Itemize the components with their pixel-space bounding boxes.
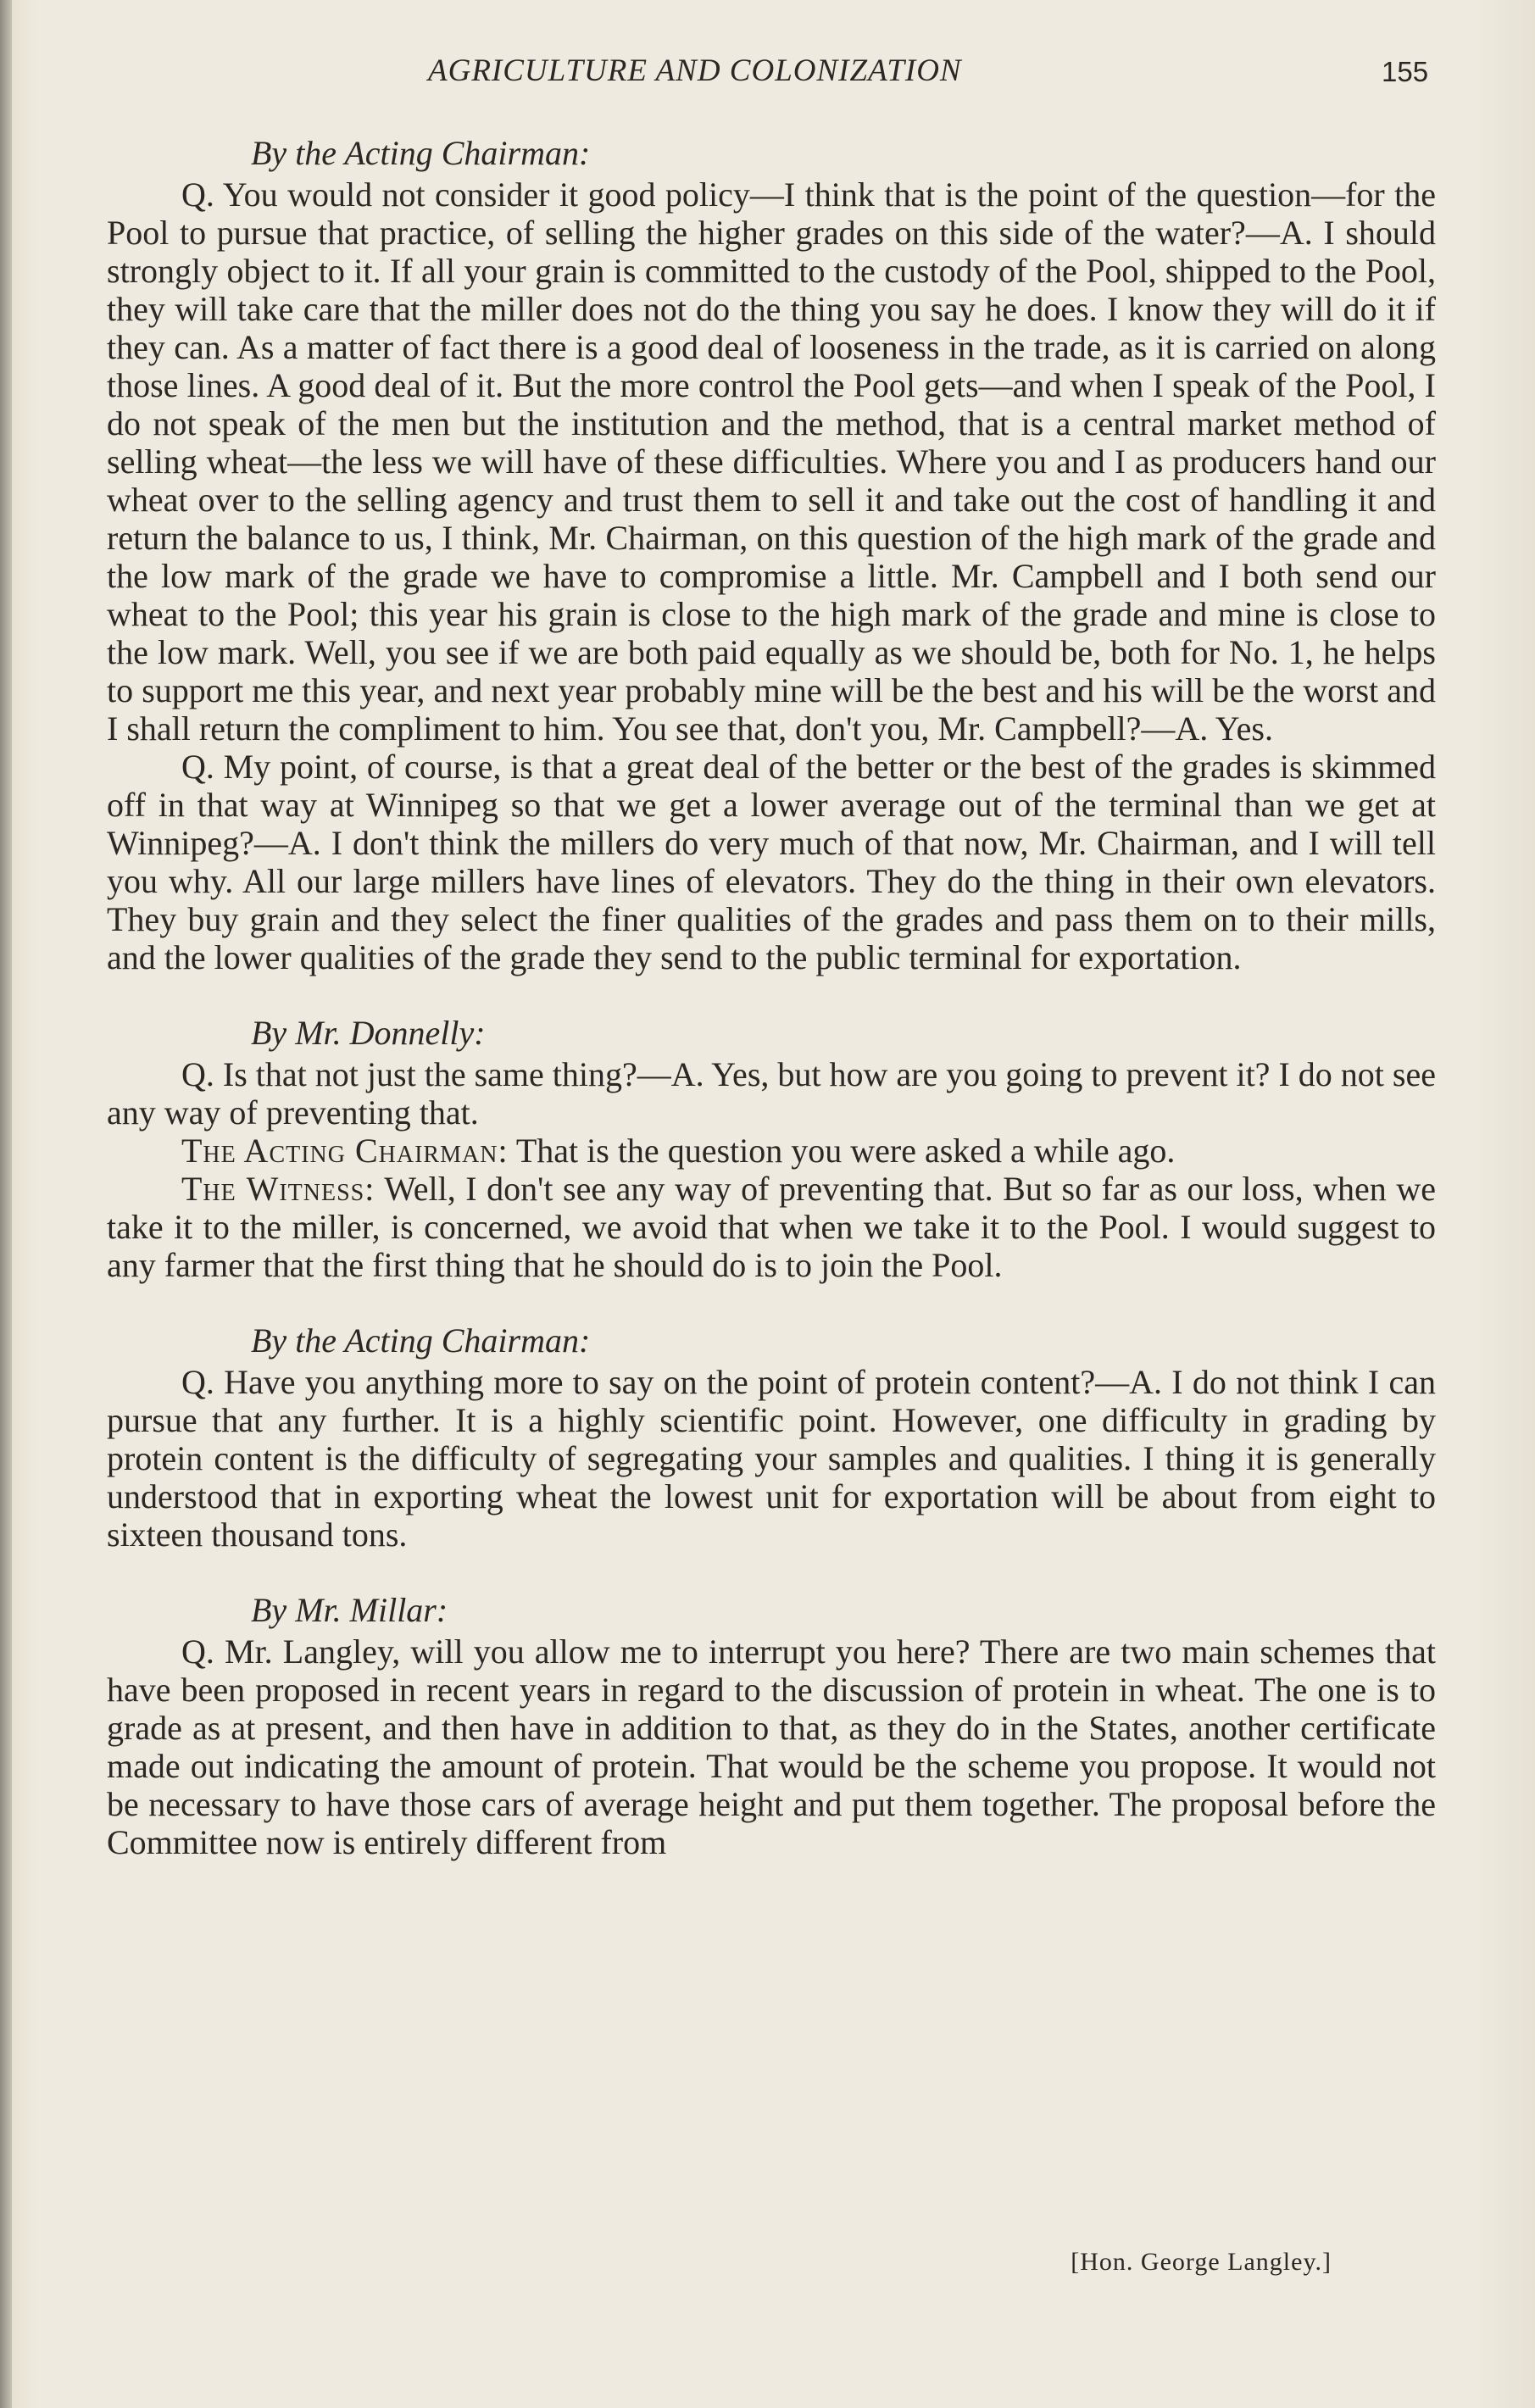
- section-mr-donnelly: [107, 1014, 1436, 1284]
- section-byline: By Mr. Donnelly:: [251, 1014, 486, 1052]
- speaker-label: The Witness:: [181, 1170, 375, 1208]
- section-acting-chairman-1: [107, 134, 1436, 976]
- section-acting-chairman-2: [107, 1321, 1436, 1554]
- speech-text: Well, I don't see any way of preventing that. But so far as our loss, when we take it to the miller, is concerned, we avoid that when we take it to the Pool. I would suggest to any farmer that the first thing that he should do is to join the Pool.: [107, 1170, 1436, 1284]
- speech-paragraph: [107, 1170, 1436, 1284]
- footer-speaker-tag: [Hon. George Langley.]: [1071, 2248, 1332, 2276]
- paragraph: Q. Mr. Langley, will you allow me to interrupt you here? There are two main schemes that have been proposed in recent years in regard to the discussion of protein in wheat. The one is to grade as at present, and then have in addition to that, as they do in the States, another certificate made out indicating the amount of protein. That would be the scheme you propose. It would not be necessary to have those cars of average height and put them together. The proposal before the Committee now is entirely different from: [107, 1632, 1436, 1861]
- page-body: [107, 134, 1436, 1861]
- paragraph: Q. Is that not just the same thing?—A. Yes, but how are you going to prevent it? I do not see any way of preventing that.: [107, 1055, 1436, 1132]
- paragraph: Q. Have you anything more to say on the point of protein content?—A. I do not think I can pursue that any further. It is a highly scientific point. However, one difficulty in grading by protein content is the difficulty of segregating your samples and qualities. I thing it is generally understood that in exporting wheat the lowest unit for exportation will be about from eight to sixteen thousand tons.: [107, 1363, 1436, 1554]
- section-mr-millar: [107, 1591, 1436, 1861]
- section-byline: By Mr. Millar:: [251, 1591, 448, 1629]
- section-byline: By the Acting Chairman:: [251, 1321, 591, 1360]
- paragraph: Q. You would not consider it good policy—I think that is the point of the question—for the Pool to pursue that practice, of selling the higher grades on this side of the water?—A. I should strongly object to it. If all your grain is committed to the custody of the Pool, shipped to the Pool, they will take care that the miller does not do the thing you say he does. I know they will do it if they can. As a matter of fact there is a good deal of looseness in the trade, as it is carried on along those lines. A good deal of it. But the more control the Pool gets—and when I speak of the Pool, I do not speak of the men but the institution and the method, that is a central market method of selling wheat—the less we will have of these difficulties. Where you and I as producers hand our wheat over to the selling agency and trust them to sell it and take out the cost of handling it and return the balance to us, I think, Mr. Chairman, on this question of the high mark of the grade and the low mark of the grade we have to compromise a little. Mr. Campbell and I both send our wheat to the Pool; this year his grain is close to the high mark of the grade and mine is close to the low mark. Well, you see if we are both paid equally as we should be, both for No. 1, he helps to support me this year, and next year probably mine will be the best and his will be the worst and I shall return the compliment to him. You see that, don't you, Mr. Campbell?—A. Yes.: [107, 175, 1436, 748]
- speaker-label: The Acting Chairman:: [181, 1132, 509, 1170]
- page-number: 155: [1382, 56, 1429, 87]
- section-byline: By the Acting Chairman:: [251, 134, 591, 172]
- running-head-title: AGRICULTURE AND COLONIZATION: [428, 53, 962, 88]
- speech-paragraph: [107, 1132, 1436, 1170]
- running-head: [0, 53, 1535, 95]
- page-binding-edge: [0, 0, 12, 2408]
- speech-text: That is the question you were asked a while ago.: [508, 1132, 1176, 1170]
- paragraph: Q. My point, of course, is that a great deal of the better or the best of the grades is skimmed off in that way at Winnipeg so that we get a lower average out of the terminal than we get at Winnipeg?—A. I don't think the millers do very much of that now, Mr. Chairman, and I will tell you why. All our large millers have lines of elevators. They do the thing in their own elevators. They buy grain and they select the finer qualities of the grades and pass them on to their mills, and the lower qualities of the grade they send to the public terminal for exportation.: [107, 748, 1436, 976]
